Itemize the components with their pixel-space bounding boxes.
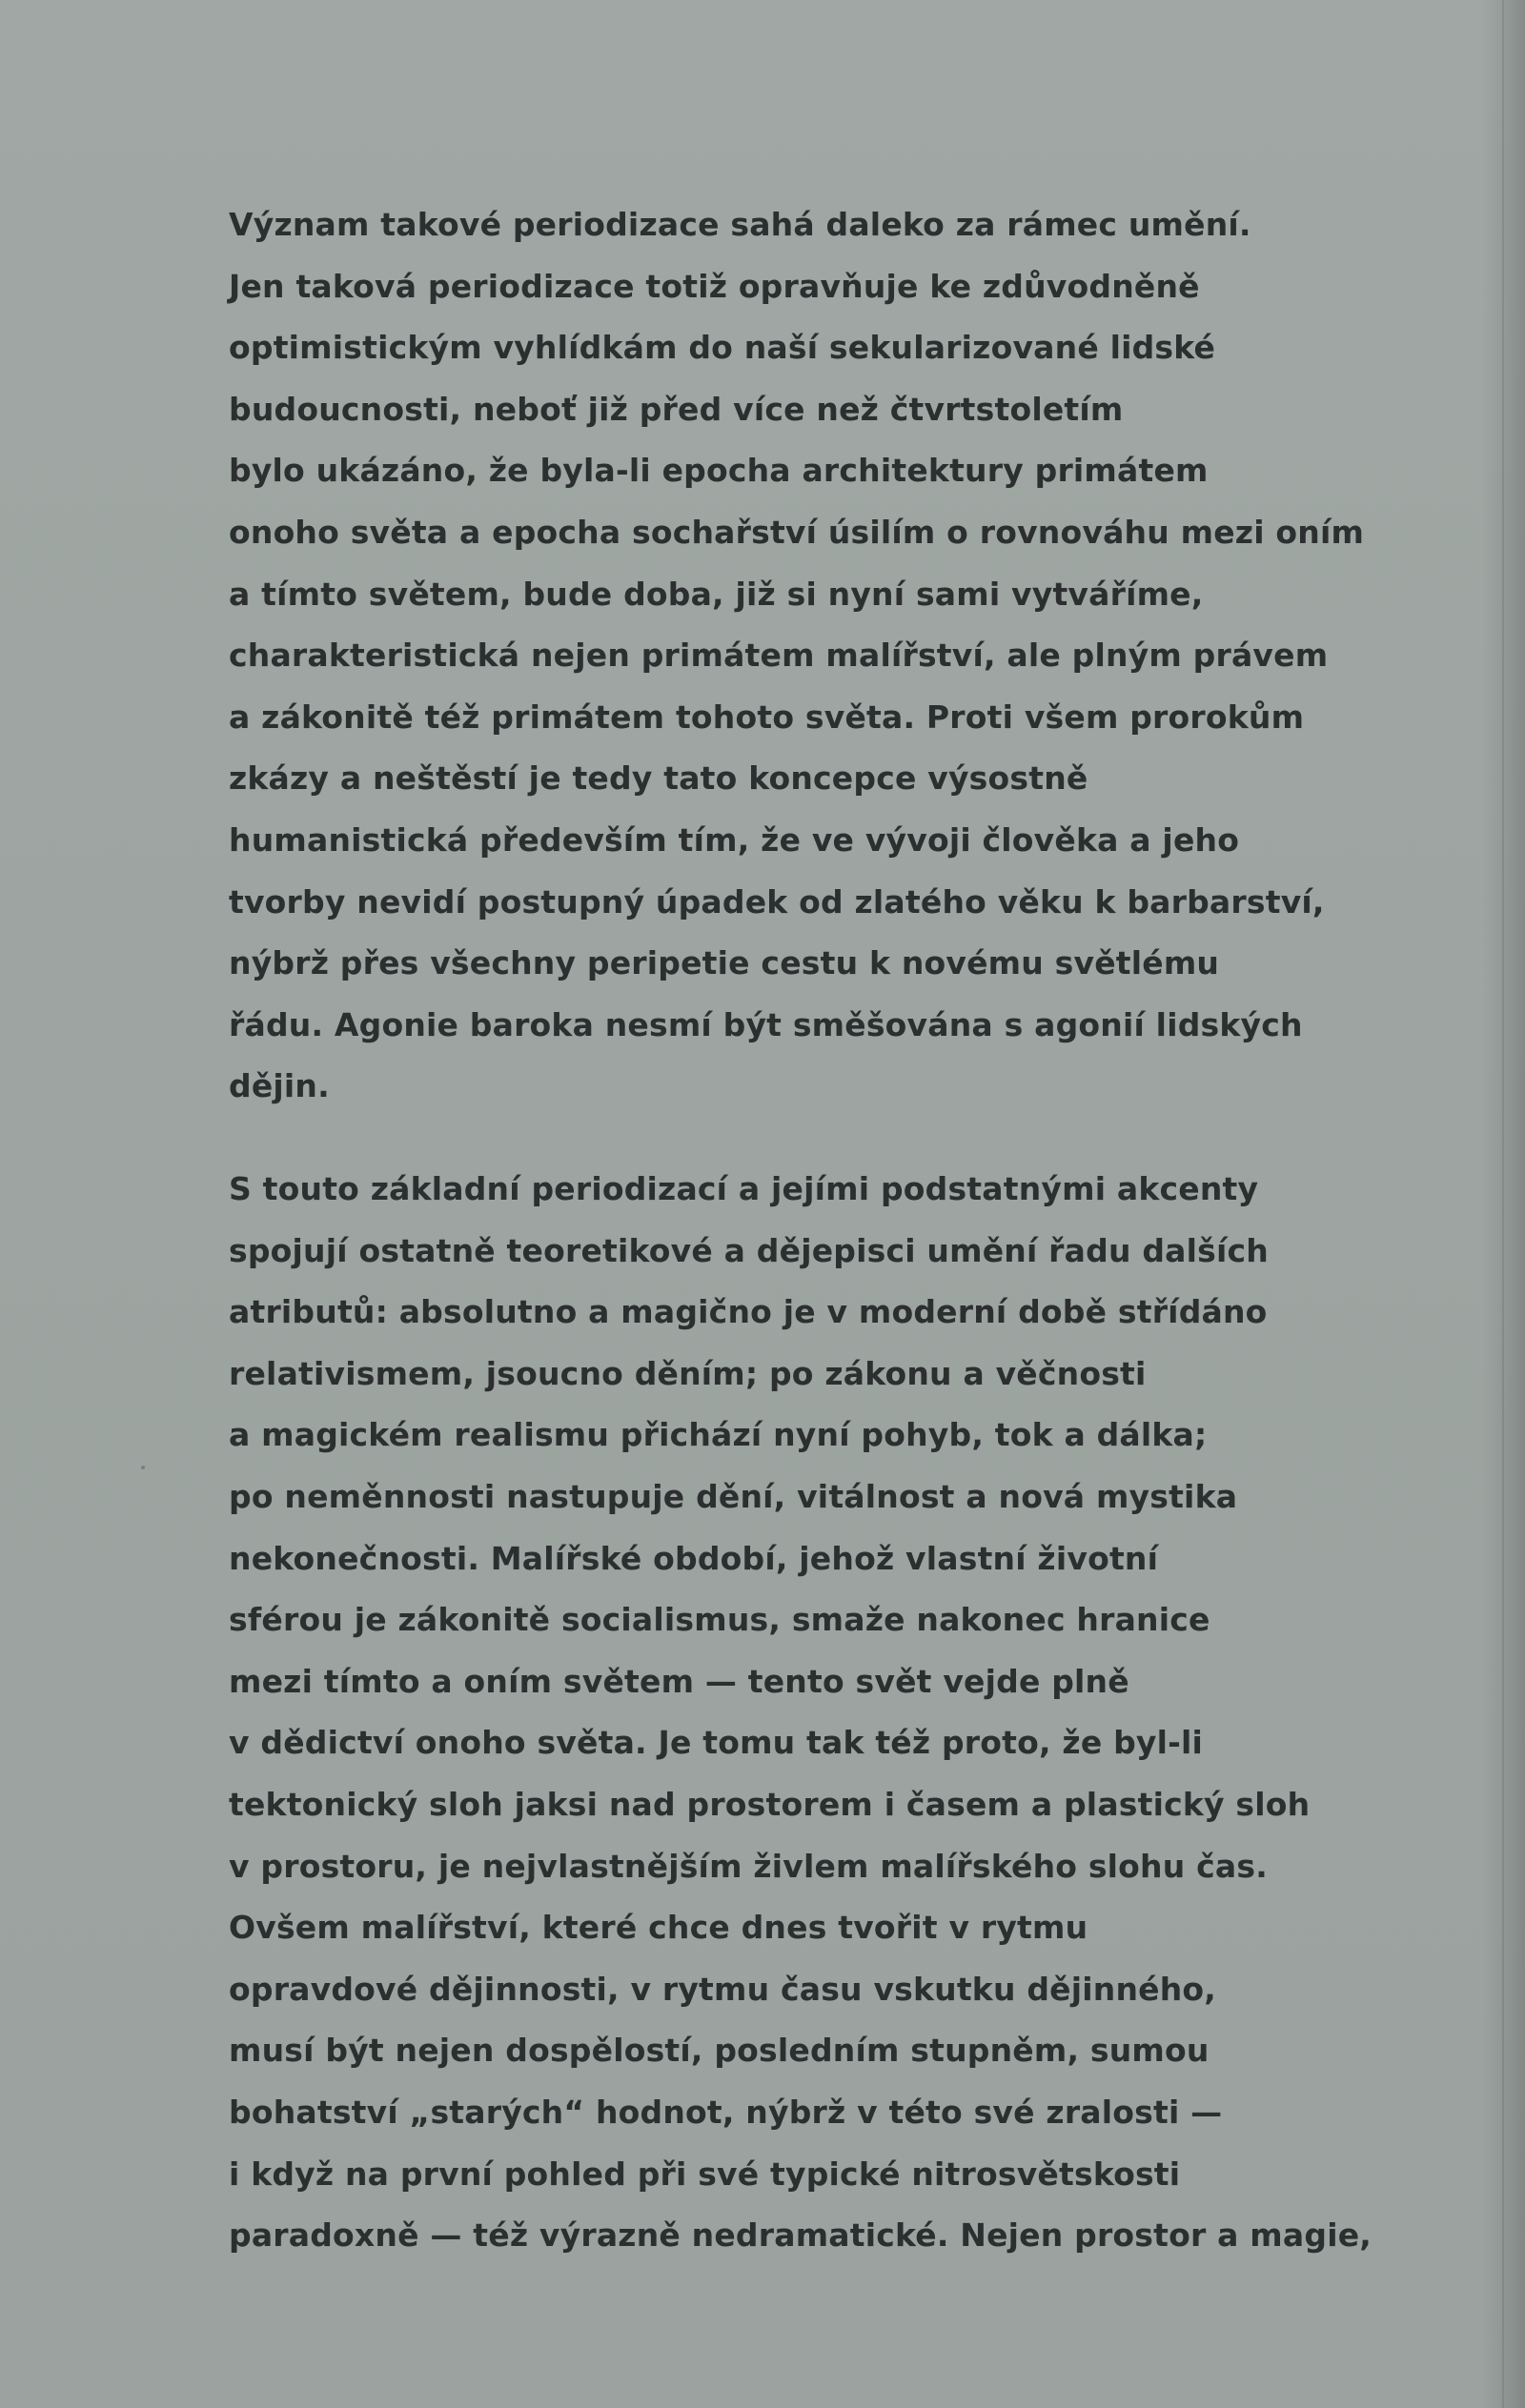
text-line: nekonečnosti. Malířské období, jehož vlastní životní — [229, 1539, 1159, 1577]
text-line: spojují ostatně teoretikové a dějepisci umění řadu dalších — [229, 1231, 1269, 1269]
text-line: optimistickým vyhlídkám do naší sekularizované lidské — [229, 329, 1216, 367]
text-line: nýbrž přes všechny peripetie cestu k novému světlému — [229, 944, 1220, 982]
paragraph-2 — [229, 1159, 1372, 2267]
text-line: sférou je zákonitě socialismus, smaže nakonec hranice — [229, 1601, 1210, 1639]
text-line: musí být nejen dospělostí, posledním stupněm, sumou — [229, 2032, 1210, 2070]
text-line: zkázy a neštěstí je tedy tato koncepce výsostně — [229, 759, 1088, 798]
text-line: Význam takové periodizace sahá daleko za rámec umění. — [229, 206, 1251, 243]
text-line: řádu. Agonie baroka nesmí být směšována s agonií lidských — [229, 1005, 1303, 1043]
text-line: atributů: absolutno a magično je v moderní době střídáno — [229, 1293, 1268, 1331]
text-line: Ovšem malířství, které chce dnes tvořit v rytmu — [229, 1909, 1088, 1947]
paper-speck — [141, 1466, 145, 1469]
text-line: a magickém realismu přichází nyní pohyb, tok a dálka; — [229, 1416, 1208, 1454]
text-line: v prostoru, je nejvlastnějším živlem malířského slohu čas. — [229, 1847, 1268, 1885]
text-line: mezi tímto a oním světem — tento svět vejde plně — [229, 1662, 1129, 1700]
text-line: po neměnnosti nastupuje dění, vitálnost a nová mystika — [229, 1477, 1238, 1515]
text-line: opravdové dějinnosti, v rytmu času vskutku dějinného, — [229, 1970, 1217, 2008]
text-line: onoho světa a epocha sochařství úsilím o rovnováhu mezi oním — [229, 513, 1365, 551]
text-line: Jen taková periodizace totiž opravňuje ke zdůvodněně — [229, 267, 1200, 305]
text-line: tektonický sloh jaksi nad prostorem i časem a plastický sloh — [229, 1785, 1311, 1823]
text-line: a zákonitě též primátem tohoto světa. Proti všem prorokům — [229, 698, 1305, 736]
text-line: relativismem, jsoucno děním; po zákonu a věčnosti — [229, 1354, 1147, 1392]
text-line: bohatství „starých“ hodnot, nýbrž v této své zralosti — — [229, 2093, 1223, 2131]
text-line: i když na první pohled při své typické nitrosvětskosti — [229, 2155, 1181, 2193]
page-edge-line — [1502, 0, 1504, 2408]
text-line: a tímto světem, bude doba, již si nyní sami vytváříme, — [229, 575, 1204, 613]
paragraph-1 — [229, 194, 1365, 1118]
text-line: paradoxně — též výrazně nedramatické. Nejen prostor a magie, — [229, 2216, 1372, 2255]
text-line: budoucnosti, neboť již před více než čtvrtstoletím — [229, 390, 1124, 428]
text-line: dějin. — [229, 1067, 330, 1105]
text-line: charakteristická nejen primátem malířství, ale plným právem — [229, 637, 1329, 675]
text-line: tvorby nevidí postupný úpadek od zlatého věku k barbarství, — [229, 882, 1325, 921]
text-line: S touto základní periodizací a jejími podstatnými akcenty — [229, 1170, 1259, 1207]
text-line: humanistická především tím, že ve vývoji člověka a jeho — [229, 820, 1240, 859]
text-line: v dědictví onoho světa. Je tomu tak též proto, že byl-li — [229, 1724, 1204, 1762]
text-line: bylo ukázáno, že byla-li epocha architektury primátem — [229, 452, 1209, 490]
